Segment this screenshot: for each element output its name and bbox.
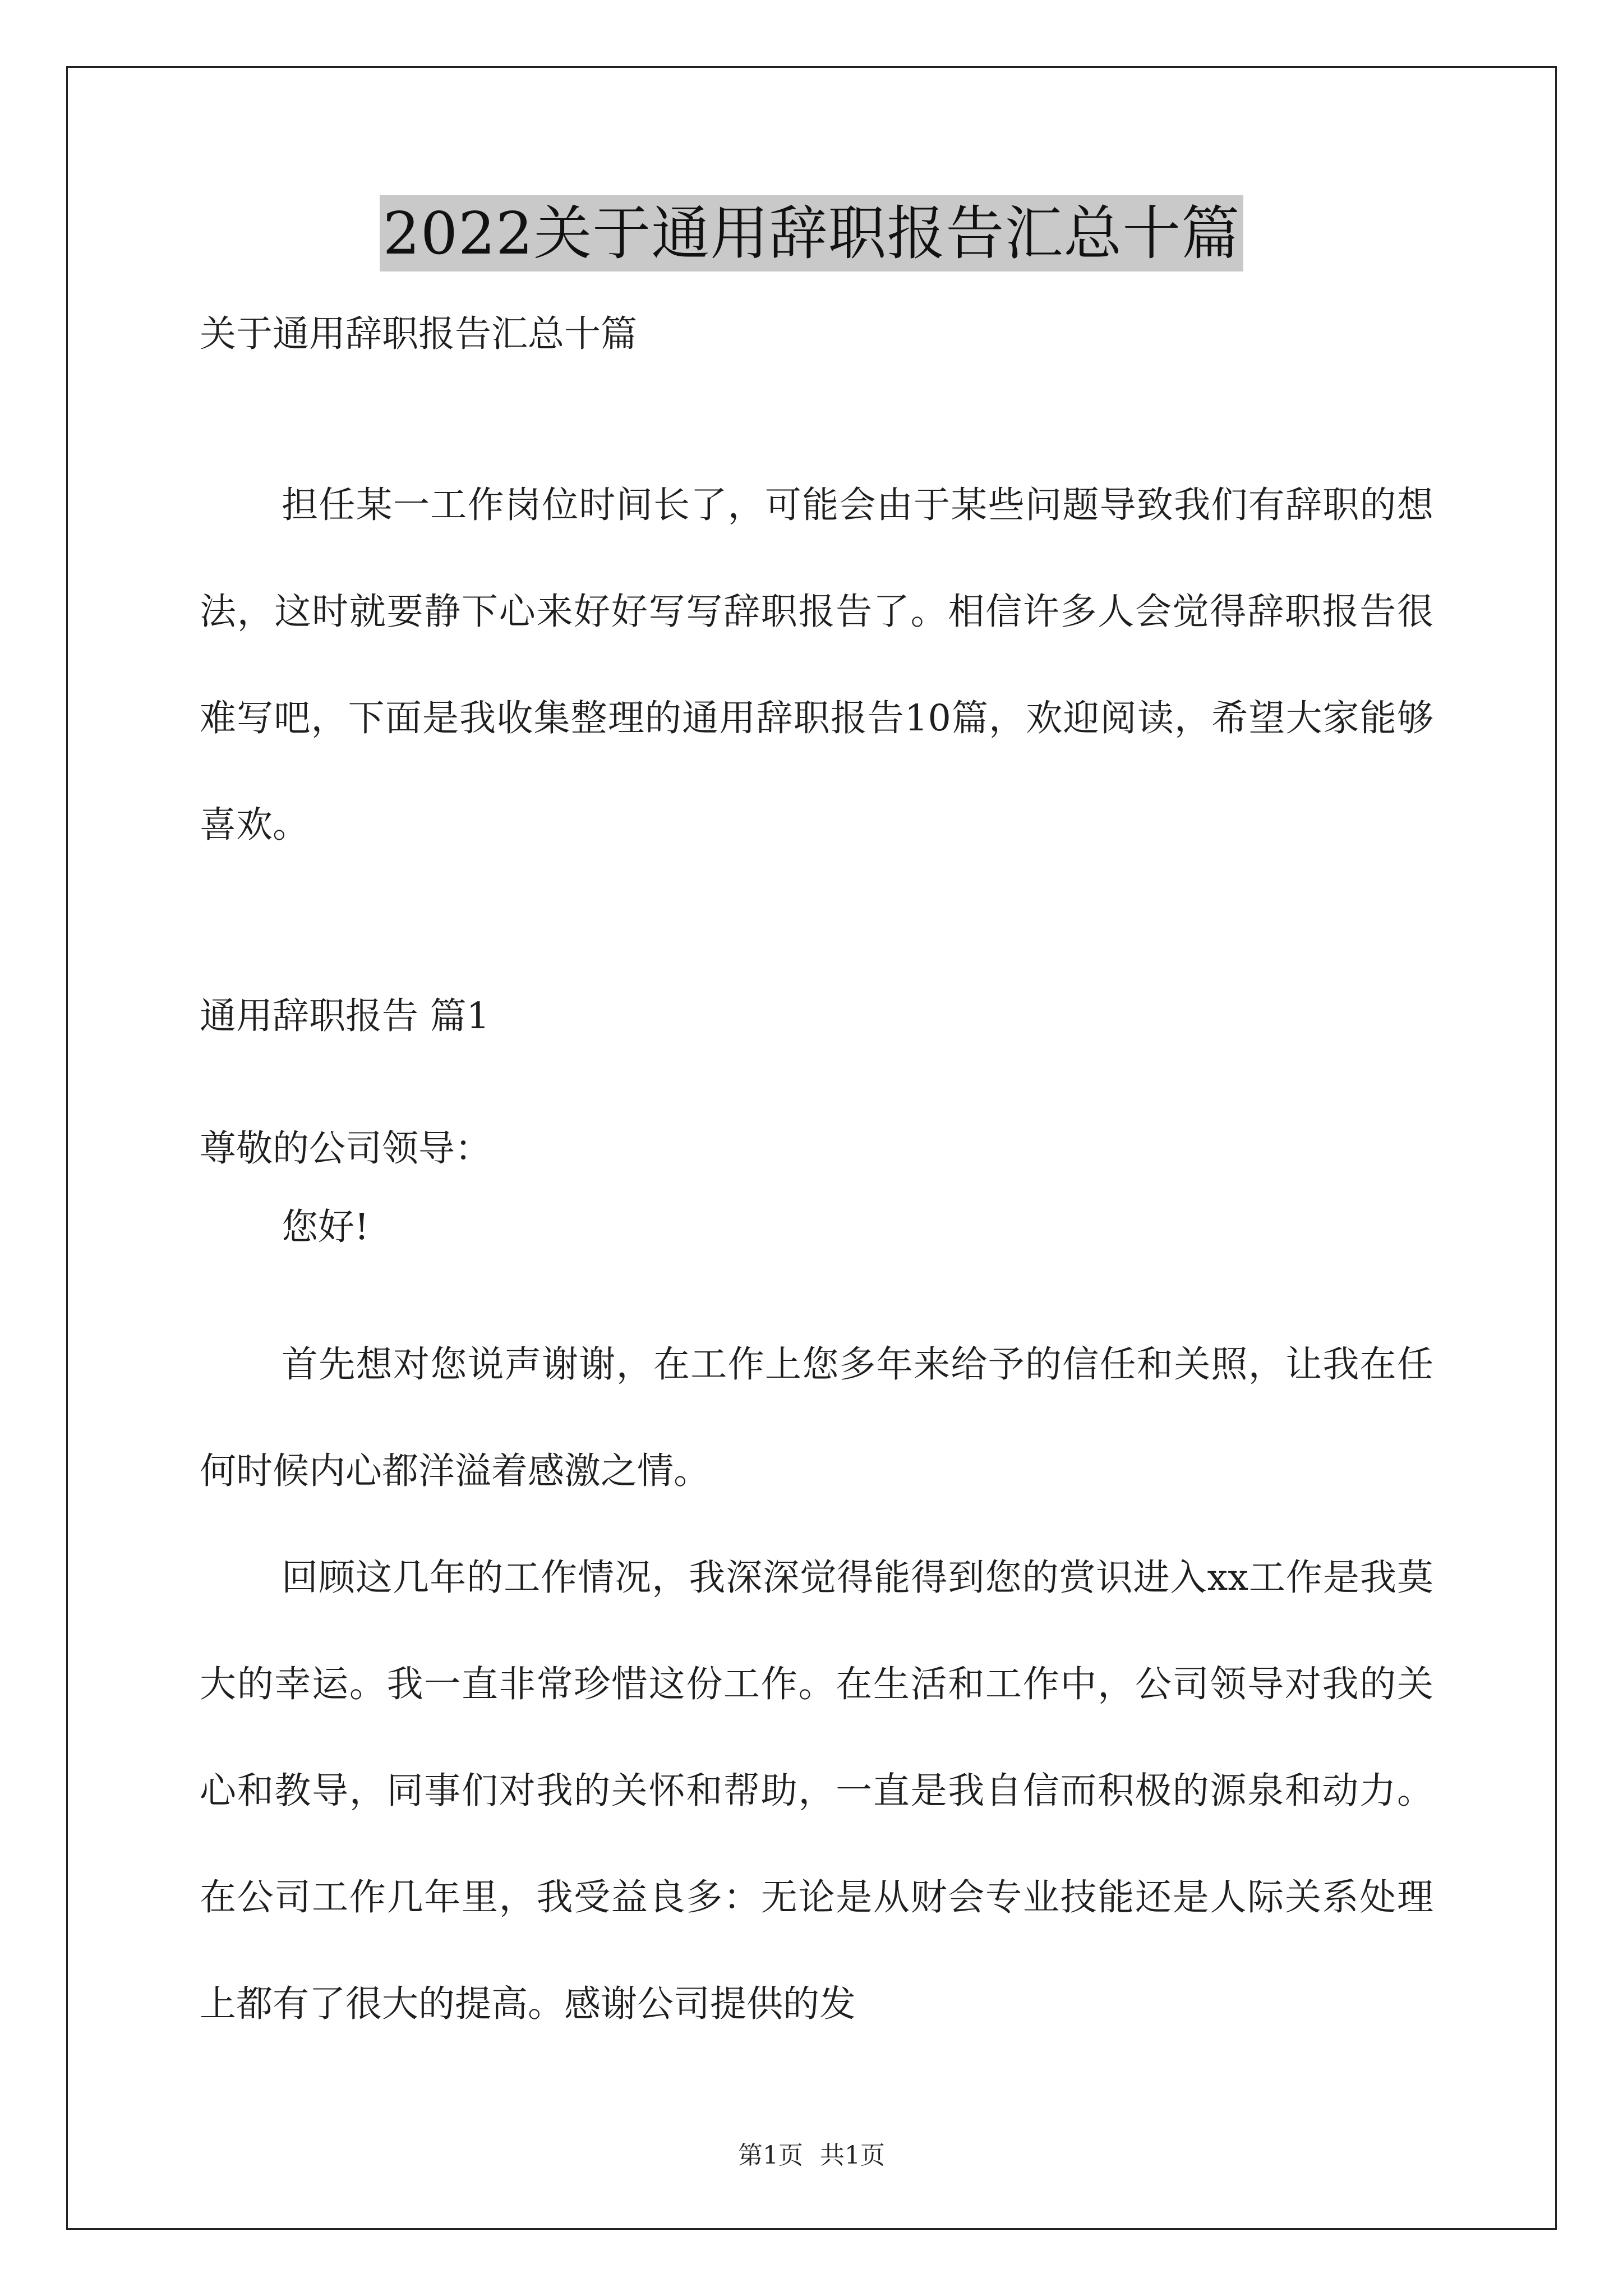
greeting: 您好! bbox=[282, 1206, 370, 1248]
page-number: 第1页 bbox=[738, 2141, 803, 2170]
letter-body bbox=[200, 1128, 1433, 2058]
intro-paragraph: 担任某一工作岗位时间长了，可能会由于某些问题导致我们有辞职的想法，这时就要静下心来好好写写辞职报告了。相信许多人会觉得辞职报告很难写吧，下面是我收集整理的通用辞职报告10篇，欢迎阅读，希望大家能够喜欢。 bbox=[200, 484, 1433, 846]
body-paragraph: 首先想对您说声谢谢，在工作上您多年来给予的信任和关照，让我在任何时候内心都洋溢着感激之情。 bbox=[200, 1343, 1433, 1492]
document-title: 2022关于通用辞职报告汇总十篇 bbox=[380, 195, 1244, 272]
body-paragraph: 回顾这几年的工作情况，我深深觉得能得到您的赏识进入xx工作是我莫大的幸运。我一直非常珍惜这份工作。在生活和工作中，公司领导对我的关心和教导，同事们对我的关怀和帮助，一直是我自信而积极的源泉和动力。在公司工作几年里，我受益良多：无论是从财会专业技能还是人际关系处理上都有了很大的提高。感谢公司提供的发 bbox=[200, 1557, 1433, 2025]
section-heading: 通用辞职报告 篇1 bbox=[200, 995, 490, 1037]
salutation: 尊敬的公司领导： bbox=[200, 1128, 492, 1170]
title-container bbox=[0, 195, 1623, 272]
page-total: 共1页 bbox=[820, 2141, 885, 2170]
document-subtitle: 关于通用辞职报告汇总十篇 bbox=[200, 313, 638, 355]
page-footer bbox=[0, 2135, 1623, 2171]
